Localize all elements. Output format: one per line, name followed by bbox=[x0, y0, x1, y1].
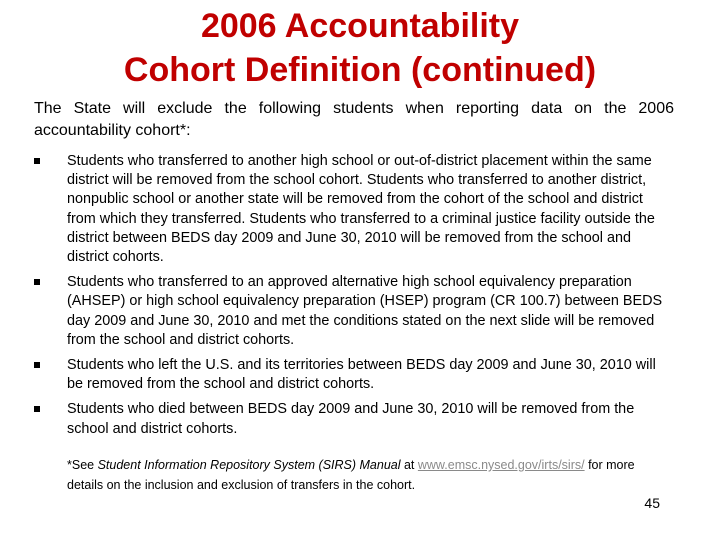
footnote-prefix: *See bbox=[67, 458, 98, 472]
footnote-at: at bbox=[400, 458, 418, 472]
bullet-text: Students who transferred to another high school or out-of-district placement within the same district will be removed from the school cohort. Students who transferred to another district, nonpublic school or another state will be removed from the cohort of the school and district from which they transferred. Students who transferred to a criminal justice facility outside the district between BEDS day 2009 and June 30, 2010 will be removed from the school and district cohorts. bbox=[67, 153, 655, 266]
footnote-manual-title: Student Information Repository System (SIRS) Manual bbox=[97, 458, 401, 472]
bullet-text: Students who left the U.S. and its territories between BEDS day 2009 and June 30, 2010 will be removed from the school and district cohorts. bbox=[67, 357, 656, 393]
bullet-list bbox=[34, 152, 674, 445]
slide-title-line-2: Cohort Definition (continued) bbox=[123, 51, 597, 89]
bullet-text: Students who died between BEDS day 2009 and June 30, 2010 will be removed from the school and district cohorts. bbox=[67, 401, 635, 437]
square-bullet-icon bbox=[34, 362, 40, 368]
footnote-suffix: for more details on the inclusion and exclusion of transfers in the cohort. bbox=[67, 458, 635, 492]
slide-title bbox=[0, 4, 720, 92]
bullet-item bbox=[34, 356, 674, 394]
square-bullet-icon bbox=[34, 279, 40, 285]
bullet-text: Students who transferred to an approved alternative high school equivalency preparation (AHSEP) or high school equivalency preparation (HSEP) program (CR 100.7) between BEDS day 2009 and June 30, 2010 and met the conditions stated on the next slide will be removed from the school and district cohorts. bbox=[67, 274, 663, 348]
intro-paragraph: The State will exclude the following students when reporting data on the 2006 accountability cohort*: bbox=[34, 100, 674, 139]
page-number: 45 bbox=[644, 495, 660, 511]
sirs-link[interactable]: www.emsc.nysed.gov/irts/sirs/ bbox=[417, 458, 585, 472]
square-bullet-icon bbox=[34, 406, 40, 412]
slide-title-line-1: 2006 Accountability bbox=[200, 7, 520, 45]
bullet-item bbox=[34, 152, 674, 267]
bullet-item bbox=[34, 273, 674, 350]
footnote bbox=[67, 456, 674, 495]
bullet-item bbox=[34, 400, 674, 438]
square-bullet-icon bbox=[34, 158, 40, 164]
